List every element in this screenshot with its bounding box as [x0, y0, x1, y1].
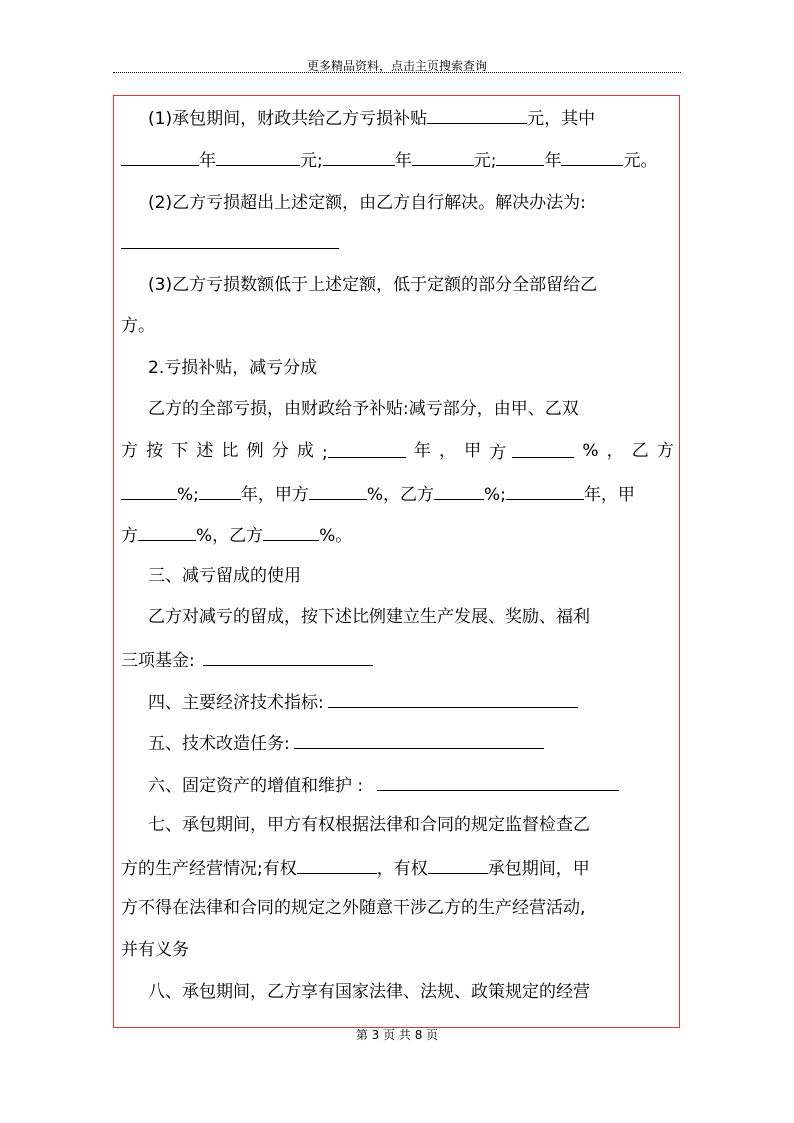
text: %; — [484, 485, 506, 505]
blank-pct-5 — [138, 524, 196, 541]
text: %; — [177, 485, 199, 505]
blank-year-3 — [496, 149, 544, 166]
para4-line1: 乙方的全部亏损，由财政给予补贴:减亏部分，由甲、乙双 — [148, 399, 579, 419]
text: %，乙方 — [196, 526, 264, 546]
text: 三项基金: — [121, 651, 195, 671]
blank-year-5 — [199, 483, 241, 500]
blank-tech-tasks — [294, 732, 544, 749]
section-4-line — [148, 691, 578, 713]
section-6-line — [148, 774, 619, 796]
text: %。 — [319, 526, 353, 546]
char: 分 — [271, 441, 289, 461]
section-3-title: 三、减亏留成的使用 — [148, 566, 301, 586]
text: 年，甲 — [583, 485, 635, 505]
blank-solution — [121, 248, 339, 249]
section-5-line — [148, 732, 544, 754]
text: %，乙方 — [366, 485, 435, 505]
char: 比 — [221, 441, 239, 461]
para7-line3: 方不得在法律和合同的规定之外随意干涉乙方的生产经营活动, — [121, 898, 586, 918]
para4-line4 — [121, 524, 352, 546]
text-yuan: 元; — [473, 151, 497, 171]
blank-year-1 — [121, 149, 199, 166]
blank-amount-1 — [216, 149, 300, 166]
header-divider — [113, 72, 681, 73]
text: 方 — [121, 526, 138, 546]
blank-pct-3 — [309, 483, 367, 500]
char: ， — [438, 441, 456, 461]
para1-line1 — [148, 107, 595, 129]
blank-year-4 — [328, 441, 406, 458]
blank-fund — [203, 649, 373, 666]
para5-line2 — [121, 649, 373, 671]
blank-assets — [377, 774, 619, 791]
para7-line2 — [121, 857, 590, 879]
para3-line1: (3)乙方亏损数额低于上述定额，低于定额的部分全部留给乙 — [148, 275, 598, 295]
char: 成 — [296, 441, 314, 461]
section-5-title: 五、技术改造任务: — [148, 734, 290, 754]
blank-pct-4 — [434, 483, 484, 500]
blank-subsidy-total — [427, 107, 527, 124]
blank-pct-2 — [121, 483, 177, 500]
para5-line1: 乙方对减亏的留成，按下述比例建立生产发展、奖励、福利 — [148, 607, 590, 627]
page-header: 更多精品资料，点击主页搜索查询 — [306, 59, 487, 73]
blank-pct-6 — [263, 524, 319, 541]
char: 下 — [171, 441, 189, 461]
para8-line1: 八、承包期间，乙方享有国家法律、法规、政策规定的经营 — [148, 982, 590, 1002]
text-yuan: 元; — [300, 151, 323, 171]
text-yuan-end: 元。 — [623, 151, 658, 171]
text: 承包期间，甲 — [487, 859, 590, 879]
para4-line2 — [121, 441, 674, 463]
char: 年 — [413, 441, 431, 461]
char: 述 — [196, 441, 214, 461]
section-6-title: 六、固定资产的增值和维护 : — [148, 776, 364, 796]
blank-right-1 — [297, 857, 377, 874]
blank-amount-2 — [412, 149, 474, 166]
para7-line1: 七、承包期间，甲方有权根据法律和合同的规定监督检查乙 — [148, 815, 590, 835]
char: 乙 — [631, 441, 649, 461]
section-4-title: 四、主要经济技术指标: — [148, 693, 324, 713]
para4-line3 — [121, 483, 635, 505]
char: 方 — [489, 443, 507, 463]
text: 方的生产经营情况;有权 — [121, 859, 297, 879]
para2-line1: (2)乙方亏损超出上述定额，由乙方自行解决。解决办法为: — [148, 193, 586, 213]
para7-line4: 并有义务 — [121, 940, 189, 960]
blank-year-2 — [323, 149, 395, 166]
text-year: 年 — [394, 151, 412, 171]
char: 方 — [121, 441, 138, 461]
char: 例 — [246, 441, 264, 461]
blank-pct-1 — [512, 441, 574, 458]
text: ，有权 — [376, 859, 428, 879]
page-footer: 第 3 页 共 8 页 — [355, 1028, 439, 1042]
blank-amount-3 — [561, 149, 623, 166]
text-year: 年 — [544, 151, 562, 171]
text-year: 年 — [199, 151, 216, 171]
text: 年，甲方 — [240, 485, 309, 505]
blank-year-6 — [506, 483, 584, 500]
section-2-title: 2.亏损补贴，减亏分成 — [148, 358, 318, 378]
char: 按 — [146, 441, 164, 461]
para1-text-b: 元，其中 — [527, 109, 596, 129]
para1-line2 — [121, 149, 657, 171]
char: 甲 — [464, 441, 482, 461]
char: ， — [606, 441, 624, 461]
char: % — [582, 441, 599, 461]
para3-line2: 方。 — [121, 316, 155, 336]
char: ; — [322, 443, 328, 463]
content-frame — [113, 95, 680, 1028]
char: 方 — [656, 441, 674, 461]
blank-indicators — [328, 691, 578, 708]
blank-right-2 — [428, 857, 488, 874]
para1-text-a: (1)承包期间，财政共给乙方亏损补贴 — [148, 109, 428, 129]
